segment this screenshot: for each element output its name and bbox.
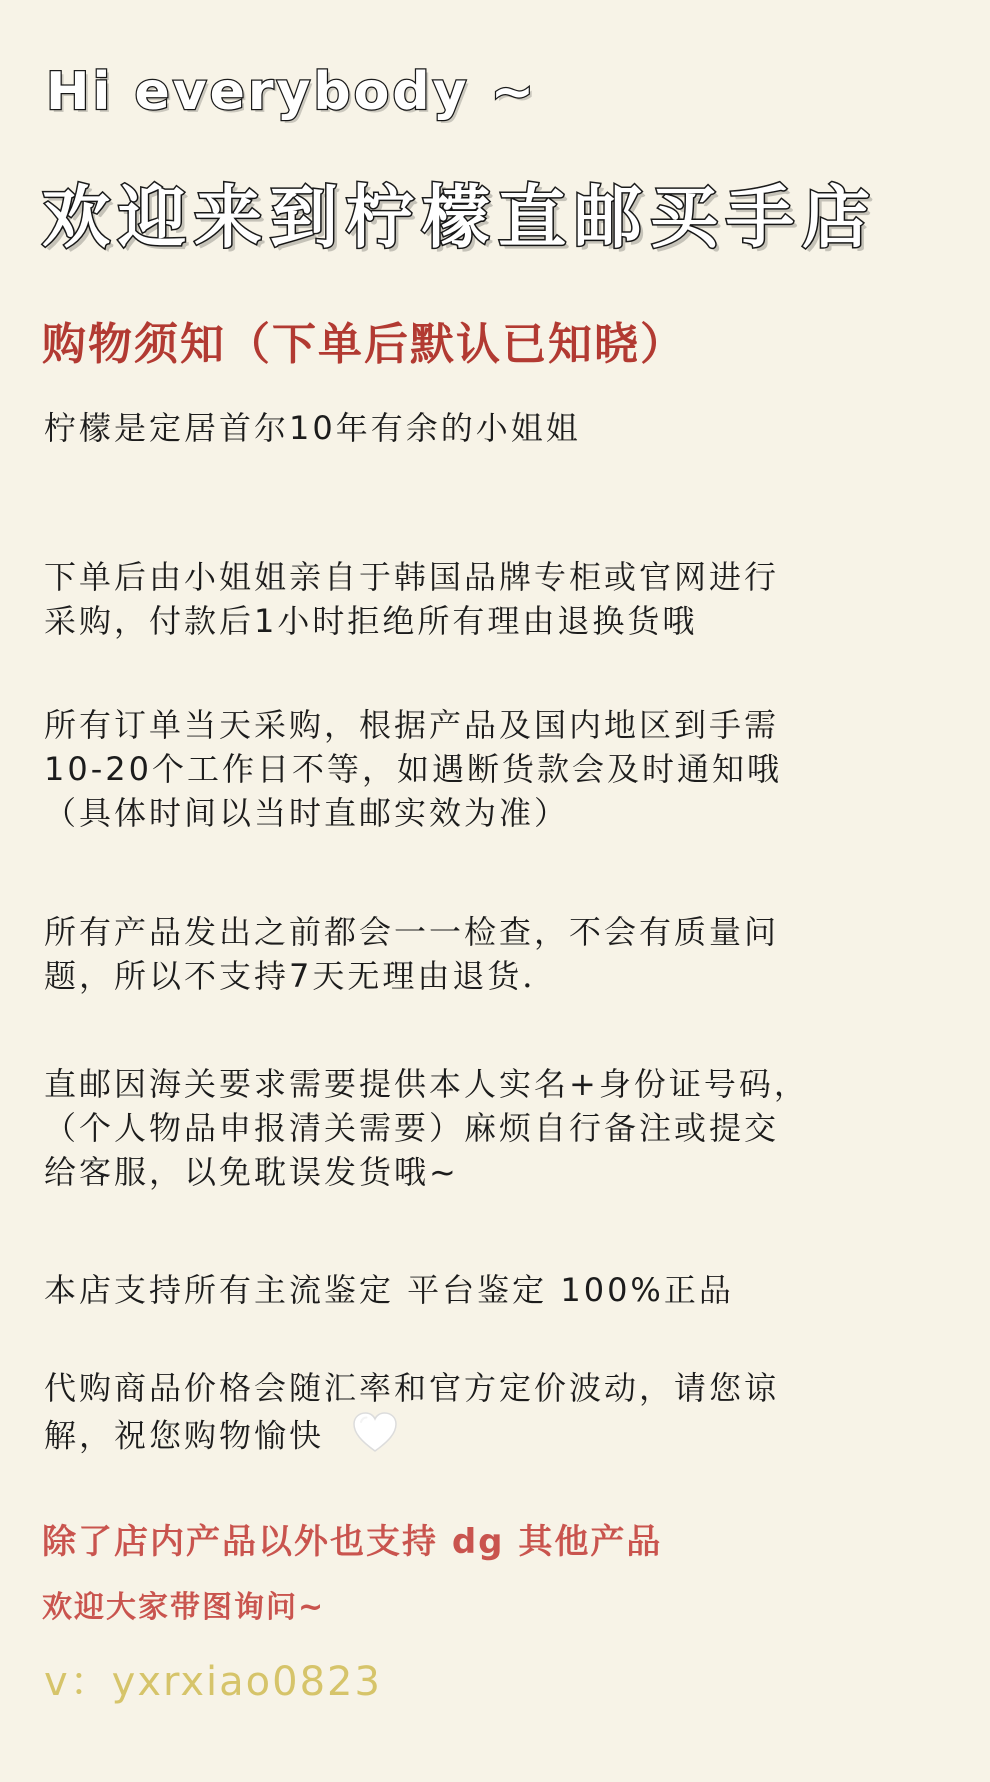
paragraph-line: 代购商品价格会随汇率和官方定价波动，请您谅 — [44, 1369, 780, 1407]
paragraph-line: 题，所以不支持7天无理由退货． — [44, 957, 558, 995]
paragraph-line: （具体时间以当时直邮实效为准） — [44, 794, 570, 832]
white-heart-icon — [351, 1410, 399, 1465]
paragraph-line: 柠檬是定居首尔10年有余的小姐姐 — [44, 409, 581, 447]
paragraph-inspection — [44, 910, 954, 998]
paragraph-line: 采购，付款后1小时拒绝所有理由退换货哦 — [44, 602, 698, 640]
inquiry-note: 欢迎大家带图询问~ — [42, 1590, 326, 1625]
welcome-heading: 欢迎来到柠檬直邮买手店 — [42, 179, 879, 258]
paragraph-line: 给客服，以免耽误发货哦~ — [44, 1153, 459, 1191]
contact-wechat: v：yxrxiao0823 — [44, 1659, 382, 1705]
paragraph-line: 直邮因海关要求需要提供本人实名+身份证号码， — [44, 1065, 809, 1103]
paragraph-line: 所有产品发出之前都会一一检查，不会有质量问 — [44, 913, 780, 951]
extra-products-note: 除了店内产品以外也支持 dg 其他产品 — [42, 1522, 663, 1562]
paragraph-line: 本店支持所有主流鉴定 平台鉴定 100%正品 — [44, 1271, 734, 1309]
paragraph-line-text: 解，祝您购物愉快 — [44, 1416, 325, 1455]
paragraph-pricing — [44, 1366, 954, 1465]
paragraph-delivery — [44, 703, 954, 835]
paragraph-line: 所有订单当天采购，根据产品及国内地区到手需 — [44, 706, 780, 744]
paragraph-line: （个人物品申报清关需要）麻烦自行备注或提交 — [44, 1109, 780, 1147]
paragraph-customs — [44, 1062, 954, 1194]
paragraph-line — [44, 1410, 954, 1465]
paragraph-purchase — [44, 555, 954, 643]
paragraph-line: 10-20个工作日不等，如遇断货款会及时通知哦 — [44, 750, 782, 788]
paragraph-authentication — [44, 1268, 954, 1312]
paragraph-line: 下单后由小姐姐亲自于韩国品牌专柜或官网进行 — [44, 558, 780, 596]
greeting-heading: Hi everybody ~ — [46, 62, 538, 122]
shopping-notice-title: 购物须知（下单后默认已知晓） — [42, 319, 686, 370]
paragraph-intro — [44, 406, 954, 450]
